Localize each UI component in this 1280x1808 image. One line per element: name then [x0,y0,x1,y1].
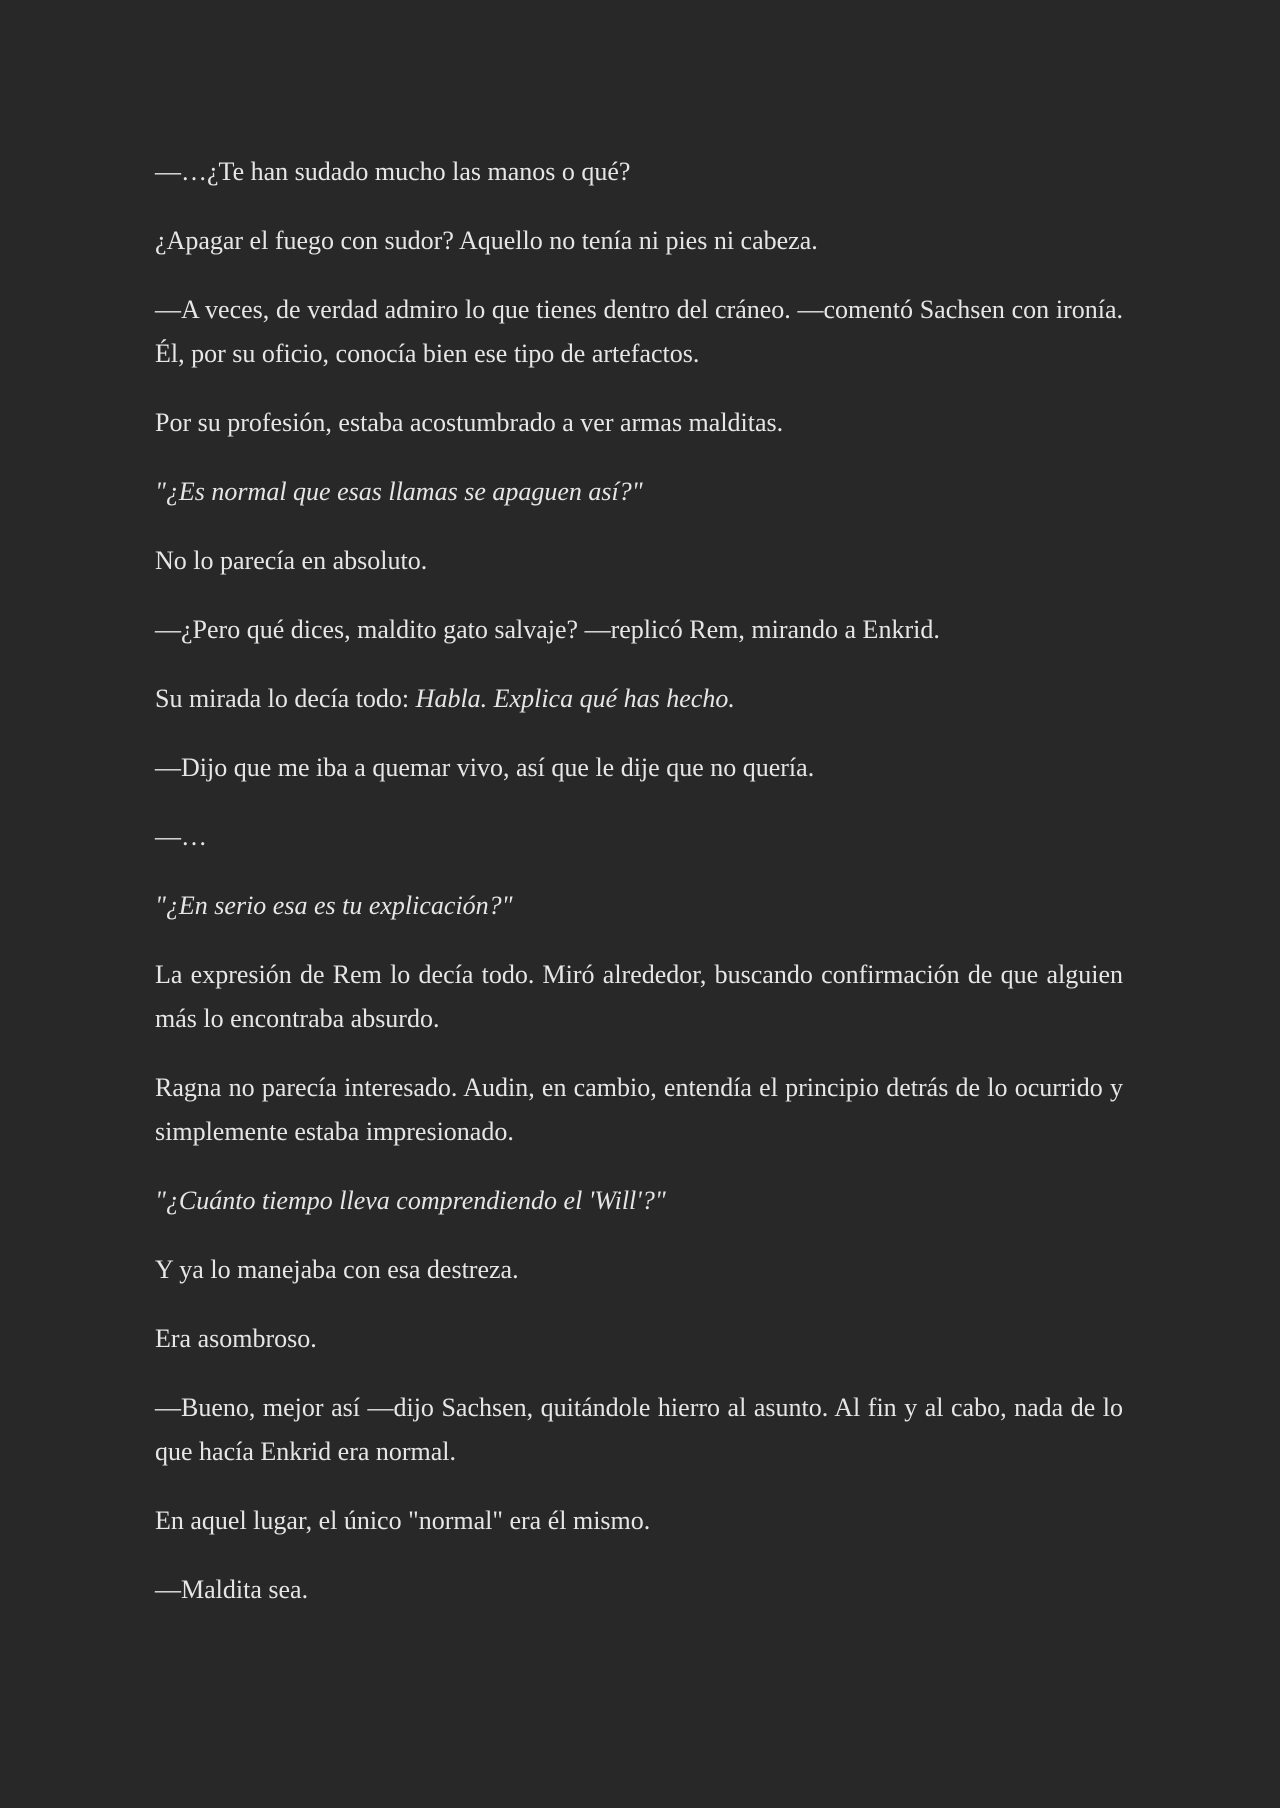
thought-paragraph: "¿En serio esa es tu explicación?" [155,891,513,920]
paragraph: —…¿Te han sudado mucho las manos o qué? [155,157,631,186]
paragraph: Era asombroso. [155,1324,317,1353]
paragraph: —… [155,822,207,851]
thought-paragraph: "¿Es normal que esas llamas se apaguen así?" [155,477,643,506]
paragraph [155,677,1123,721]
thought-paragraph: "¿Cuánto tiempo lleva comprendiendo el 'Will'?" [155,1186,666,1215]
paragraph: —¿Pero qué dices, maldito gato salvaje? —replicó Rem, mirando a Enkrid. [155,615,940,644]
paragraph: ¿Apagar el fuego con sudor? Aquello no tenía ni pies ni cabeza. [155,226,818,255]
paragraph: Y ya lo manejaba con esa destreza. [155,1255,519,1284]
paragraph: —Dijo que me iba a quemar vivo, así que le dije que no quería. [155,753,815,782]
paragraph: La expresión de Rem lo decía todo. Miró alrededor, buscando confirmación de que alguien más lo encontraba absurdo. [155,960,1123,1033]
paragraph: —Maldita sea. [155,1575,309,1604]
paragraph: En aquel lugar, el único "normal" era él mismo. [155,1506,651,1535]
reading-page [155,150,1123,1637]
paragraph: —Bueno, mejor así —dijo Sachsen, quitándole hierro al asunto. Al fin y al cabo, nada de lo que hacía Enkrid era normal. [155,1393,1123,1466]
paragraph: —A veces, de verdad admiro lo que tienes dentro del cráneo. —comentó Sachsen con ironía. Él, por su oficio, conocía bien ese tipo de artefactos. [155,295,1123,368]
paragraph: Por su profesión, estaba acostumbrado a ver armas malditas. [155,408,784,437]
paragraph-text: Su mirada lo decía todo: [155,684,416,713]
emphasis-text: Habla. Explica qué has hecho. [415,684,735,713]
paragraph: No lo parecía en absoluto. [155,546,428,575]
paragraph: Ragna no parecía interesado. Audin, en cambio, entendía el principio detrás de lo ocurrido y simplemente estaba impresionado. [155,1073,1123,1146]
